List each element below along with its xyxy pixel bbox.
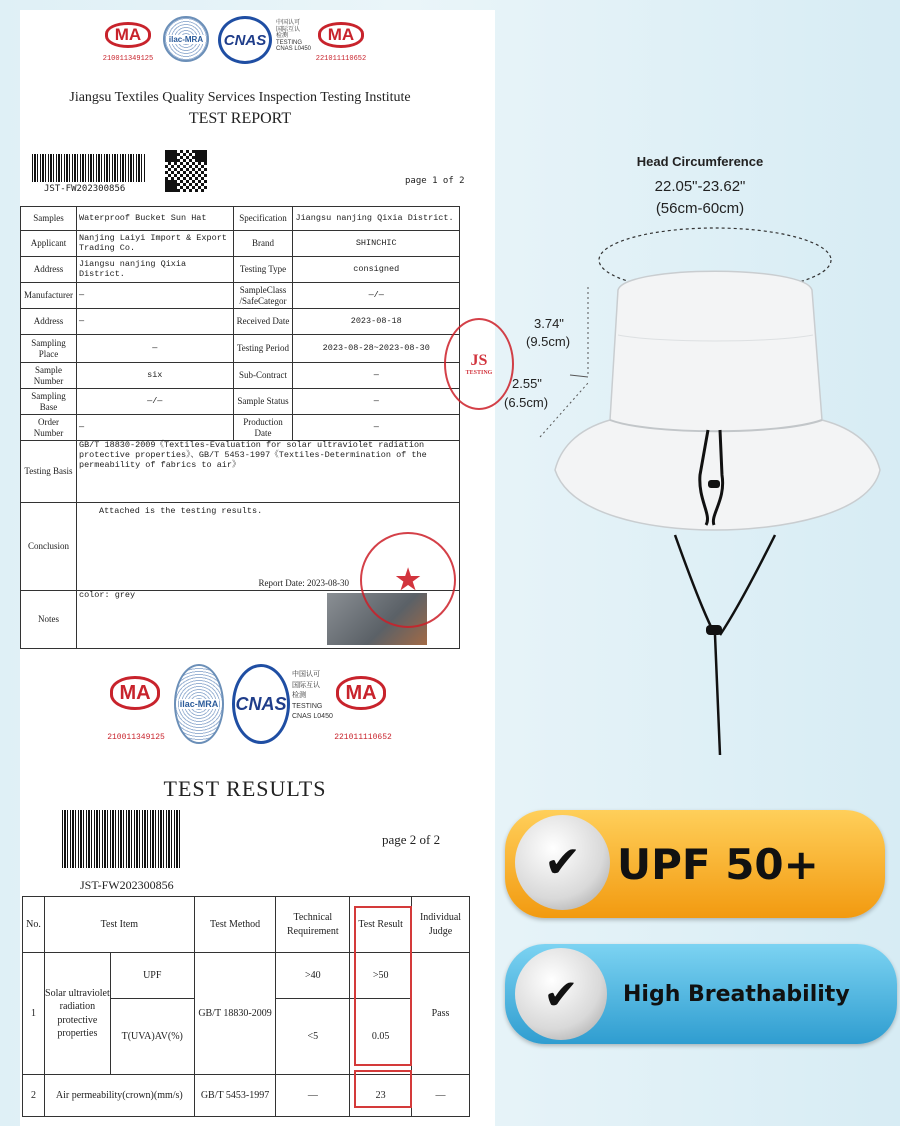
hat-illustration xyxy=(530,215,900,775)
report-date: Report Date: 2023-08-30 xyxy=(258,577,349,588)
results-table: No. Test Item Test Method Technical Requirement Test Result Individual Judge 1 Solar ultraviolet radiation protective properties UPF GB/T 18830-2009 >40 >50 Pass T(UVA)AV(%) <5 0.05 2 Air permeability(crown)(mm/s) GB/T 5453-1997 — 23 — xyxy=(22,896,470,1117)
barcode-2 xyxy=(62,810,180,868)
test-result-highlight xyxy=(354,906,412,1066)
ma-logo-left-2: MA xyxy=(110,676,160,710)
test-result-highlight-air xyxy=(354,1070,412,1108)
page-number-1: page 1 of 2 xyxy=(405,176,465,186)
check-icon-breathability: ✔ xyxy=(515,948,607,1040)
seal-stamp-side: JS TESTING xyxy=(444,318,514,410)
crown-height-cm: (9.5cm) xyxy=(526,334,571,349)
cnas-side-text: 中国认可 国际互认 检测 TESTING CNAS L0450 xyxy=(276,20,312,53)
ilac-mra-logo: ilac-MRA xyxy=(163,16,209,62)
ma-logo-right-2: MA xyxy=(336,676,386,710)
cnas-logo: CNAS xyxy=(218,16,272,64)
head-size-cm: (56cm-60cm) xyxy=(655,200,745,217)
crown-height-in: 3.74" xyxy=(534,316,564,331)
ma-number-right-2: 221011110652 xyxy=(334,733,392,742)
test-report-page-1 xyxy=(20,10,495,660)
report-title: TEST REPORT xyxy=(188,110,292,127)
cnas-side-text-2: 中国认可 国际互认 检测 TESTING CNAS L0450 xyxy=(292,671,333,720)
barcode-text: JST-FW202300856 xyxy=(44,184,126,194)
brim-width-in: 2.55" xyxy=(512,376,542,391)
barcode-text-2: JST-FW202300856 xyxy=(80,878,174,892)
ma-logo-right: MA xyxy=(318,22,364,48)
cnas-logo-2: CNAS xyxy=(232,664,290,744)
check-icon-upf: ✔ xyxy=(515,815,610,910)
report-info-table: Samples Waterproof Bucket Sun Hat Specification Jiangsu nanjing Qixia District. Applicant Nanjing Laiyi Import & Export Trading Co. Brand SHINCHIC Address Jiangsu nanjing Qixia District. Testing Type consigned Manufacturer — SampleClass /SafeCategor —/— Address — Received Date 2023-08-18 Sampling Place — Testing Period 2023-08-28~2023-08-30 Sample Number six Sub-Contract — Sampling Base —/— Sample Status — Order Number — Production Date — Testing Basis GB/T 18830-2009《Textiles-Evaluation for solar ultraviolet radiation protective properties》、GB/T 5453-1997《Textiles-Determination of the permeability of fabrics to air》 Conclusion Attached is the testing results. Report Date: 2023-08-30 Notes color: grey xyxy=(20,206,460,649)
brim-width-cm: (6.5cm) xyxy=(504,395,549,410)
results-title: TEST RESULTS xyxy=(163,776,327,801)
head-size-inches: 22.05"-23.62" xyxy=(654,178,746,195)
ilac-mra-logo-2: ilac-MRA xyxy=(174,664,224,744)
barcode xyxy=(32,154,146,182)
ma-number-right: 221011110652 xyxy=(315,55,367,63)
ma-number-left-2: 210011349125 xyxy=(107,733,165,742)
ma-number-left: 210011349125 xyxy=(102,55,154,63)
head-circumference-label: Head Circumference xyxy=(636,154,764,169)
breathability-badge-label: High Breathability xyxy=(623,981,850,1007)
ma-logo-left: MA xyxy=(105,22,151,48)
qr-code xyxy=(165,150,207,192)
seal-stamp-star: ★ xyxy=(360,532,456,628)
upf-badge-label: UPF 50+ xyxy=(617,839,819,889)
page-number-2: page 2 of 2 xyxy=(382,832,441,847)
test-report-page-2 xyxy=(20,660,495,1126)
institute-name: Jiangsu Textiles Quality Services Inspection Testing Institute xyxy=(69,90,411,105)
